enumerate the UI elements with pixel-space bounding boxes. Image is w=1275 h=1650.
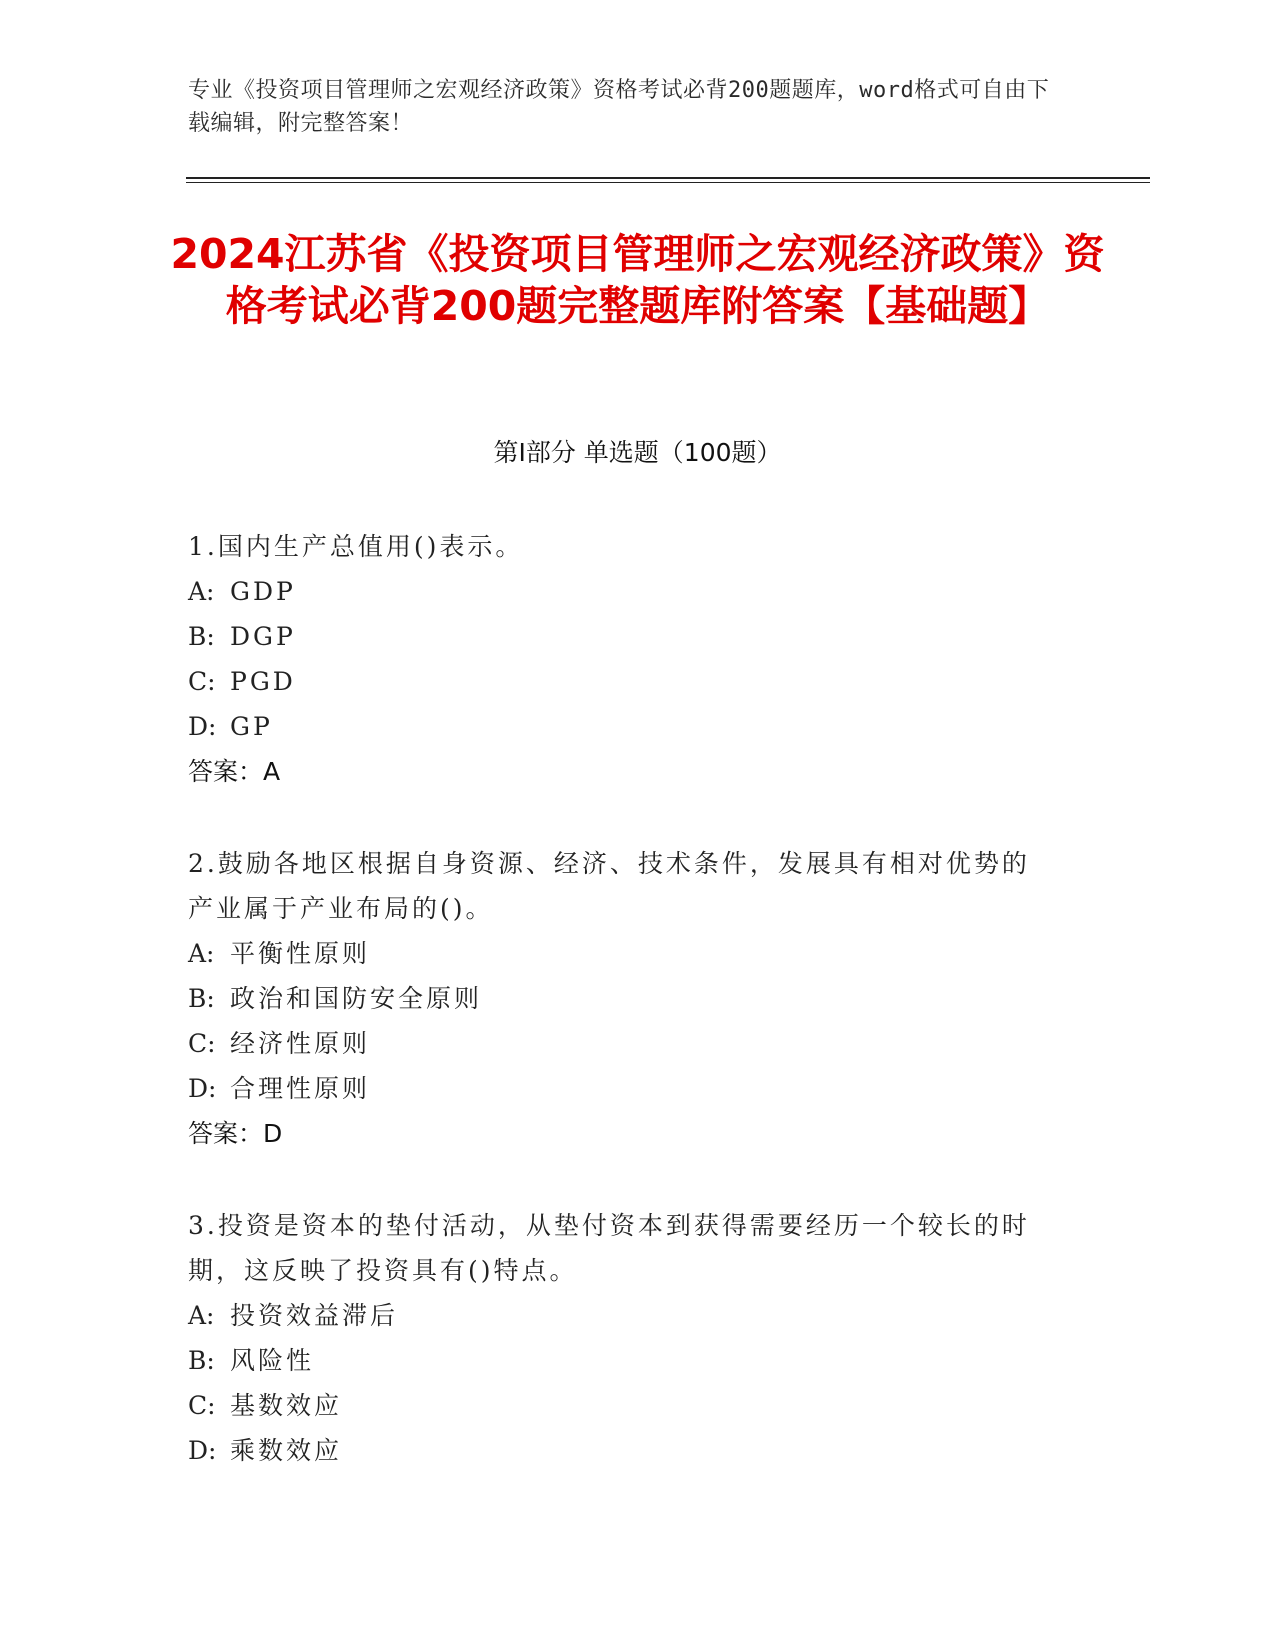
option-b — [188, 614, 1068, 659]
option-text: GDP — [230, 577, 296, 606]
header-divider-thin — [186, 182, 1150, 183]
option-b — [188, 976, 1068, 1021]
option-key: D: — [188, 1074, 217, 1103]
question-3 — [188, 1203, 1068, 1473]
option-text: 平衡性原则 — [230, 939, 371, 968]
option-text: 合理性原则 — [230, 1074, 371, 1103]
question-stem-line: 产业属于产业布局的()。 — [188, 894, 494, 923]
document-title: 2024江苏省《投资项目管理师之宏观经济政策》资格考试必背200题完整题库附答案【基础题】 — [170, 230, 1105, 330]
option-key: B: — [188, 984, 215, 1013]
option-a — [188, 1293, 1068, 1338]
option-key: A: — [188, 577, 215, 606]
section-heading: 第I部分 单选题（100题） — [493, 438, 782, 467]
option-key: D: — [188, 1436, 217, 1465]
option-text: DGP — [230, 622, 296, 651]
question-list — [188, 524, 1068, 1520]
option-key: B: — [188, 1346, 215, 1375]
option-text: 经济性原则 — [230, 1029, 371, 1058]
option-key: C: — [188, 1029, 216, 1058]
answer-line: 答案：A — [188, 757, 281, 786]
option-d — [188, 1428, 1068, 1473]
option-d — [188, 1066, 1068, 1111]
option-c — [188, 1383, 1068, 1428]
question-stem-line: 期，这反映了投资具有()特点。 — [188, 1256, 578, 1285]
option-a — [188, 569, 1068, 614]
option-key: B: — [188, 622, 215, 651]
option-a — [188, 931, 1068, 976]
option-text: 基数效应 — [230, 1391, 343, 1420]
option-c — [188, 1021, 1068, 1066]
option-key: C: — [188, 1391, 216, 1420]
option-key: C: — [188, 667, 216, 696]
question-stem-line: 2.鼓励各地区根据自身资源、经济、技术条件，发展具有相对优势的 — [188, 849, 1030, 878]
header-note: 专业《投资项目管理师之宏观经济政策》资格考试必背200题题库，word格式可自由下载编辑，附完整答案！ — [188, 78, 1050, 136]
option-text: 政治和国防安全原则 — [230, 984, 483, 1013]
option-d — [188, 704, 1068, 749]
question-1 — [188, 524, 1068, 794]
option-c — [188, 659, 1068, 704]
option-text: PGD — [230, 667, 296, 696]
option-key: A: — [188, 939, 215, 968]
question-stem-line: 1.国内生产总值用()表示。 — [188, 532, 524, 561]
answer-line: 答案：D — [188, 1119, 283, 1148]
option-text: GP — [230, 712, 273, 741]
header-divider-thick — [186, 177, 1150, 179]
option-text: 乘数效应 — [230, 1436, 343, 1465]
option-key: D: — [188, 712, 217, 741]
option-text: 投资效益滞后 — [230, 1301, 399, 1330]
option-key: A: — [188, 1301, 215, 1330]
question-stem-line: 3.投资是资本的垫付活动，从垫付资本到获得需要经历一个较长的时 — [188, 1211, 1030, 1240]
question-2 — [188, 841, 1068, 1156]
option-b — [188, 1338, 1068, 1383]
option-text: 风险性 — [230, 1346, 315, 1375]
